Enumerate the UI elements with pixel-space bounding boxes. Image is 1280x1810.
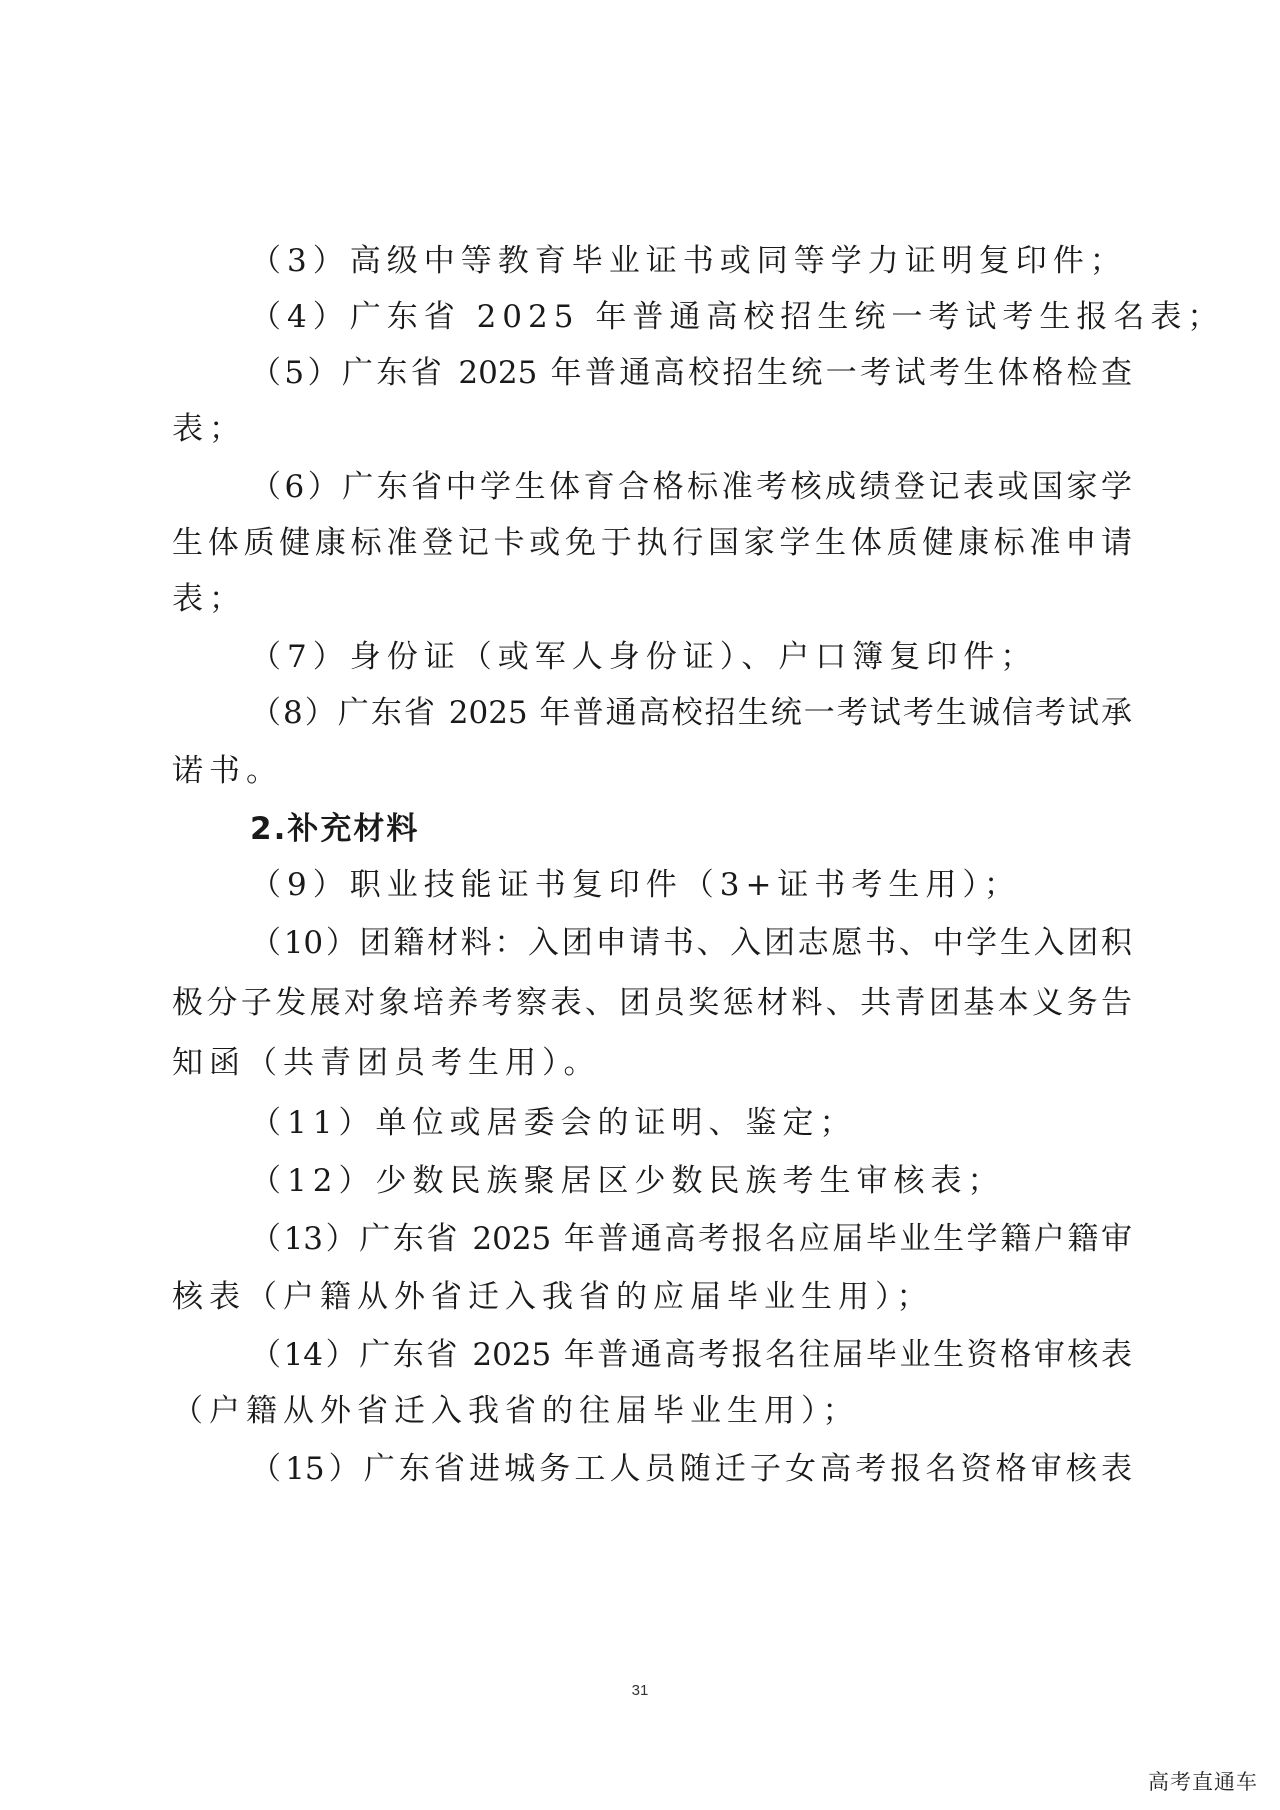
item-5-text: （5）广东省 2025 年普通高校招生统一考试考生体格检查 <box>250 355 1132 391</box>
item-9-text: （9）职业技能证书复印件（3+证书考生用）； <box>250 867 1021 903</box>
page-number: 31 <box>631 1682 649 1699</box>
item-11-text: （11）单位或居委会的证明、鉴定； <box>250 1105 857 1141</box>
item-14-continuation: （户籍从外省迁入我省的往届毕业生用）； <box>172 1393 860 1429</box>
item-5-continuation: 表； <box>172 411 246 447</box>
item-8-text: （8）广东省 2025 年普通高校招生统一考试考生诚信考试承 <box>250 695 1132 731</box>
item-13-text: （13）广东省 2025 年普通高考报名应届毕业生学籍户籍审 <box>250 1221 1132 1257</box>
item-13-continuation: 核表（户籍从外省迁入我省的应届毕业生用）； <box>172 1279 934 1315</box>
item-10-text: （10）团籍材料：入团申请书、入团志愿书、中学生入团积 <box>250 925 1132 961</box>
item-8-continuation: 诺书。 <box>172 753 283 789</box>
item-12-text: （12）少数民族聚居区少数民族考生审核表； <box>250 1163 1005 1199</box>
item-6-continuation: 生体质健康标准登记卡或免于执行国家学生体质健康标准申请 <box>172 525 1132 561</box>
item-10-continuation-end: 知函（共青团员考生用）。 <box>172 1045 601 1081</box>
item-3-text: （3）高级中等教育毕业证书或同等学力证明复印件； <box>250 243 1127 279</box>
item-15-text: （15）广东省进城务工人员随迁子女高考报名资格审核表 <box>250 1451 1132 1487</box>
item-14-text: （14）广东省 2025 年普通高考报名往届毕业生资格审核表 <box>250 1337 1132 1373</box>
watermark-label: 高考直通车 <box>1148 1770 1258 1794</box>
section-heading: 2.补充材料 <box>250 811 420 847</box>
item-4-text: （4）广东省 2025 年普通高校招生统一考试考生报名表； <box>250 299 1225 335</box>
item-10-continuation: 极分子发展对象培养考察表、团员奖惩材料、共青团基本义务告 <box>172 985 1132 1021</box>
item-6-text: （6）广东省中学生体育合格标准考核成绩登记表或国家学 <box>250 469 1132 505</box>
item-7-text: （7）身份证（或军人身份证）、户口簿复印件； <box>250 639 1038 675</box>
item-6-continuation-end: 表； <box>172 581 246 617</box>
